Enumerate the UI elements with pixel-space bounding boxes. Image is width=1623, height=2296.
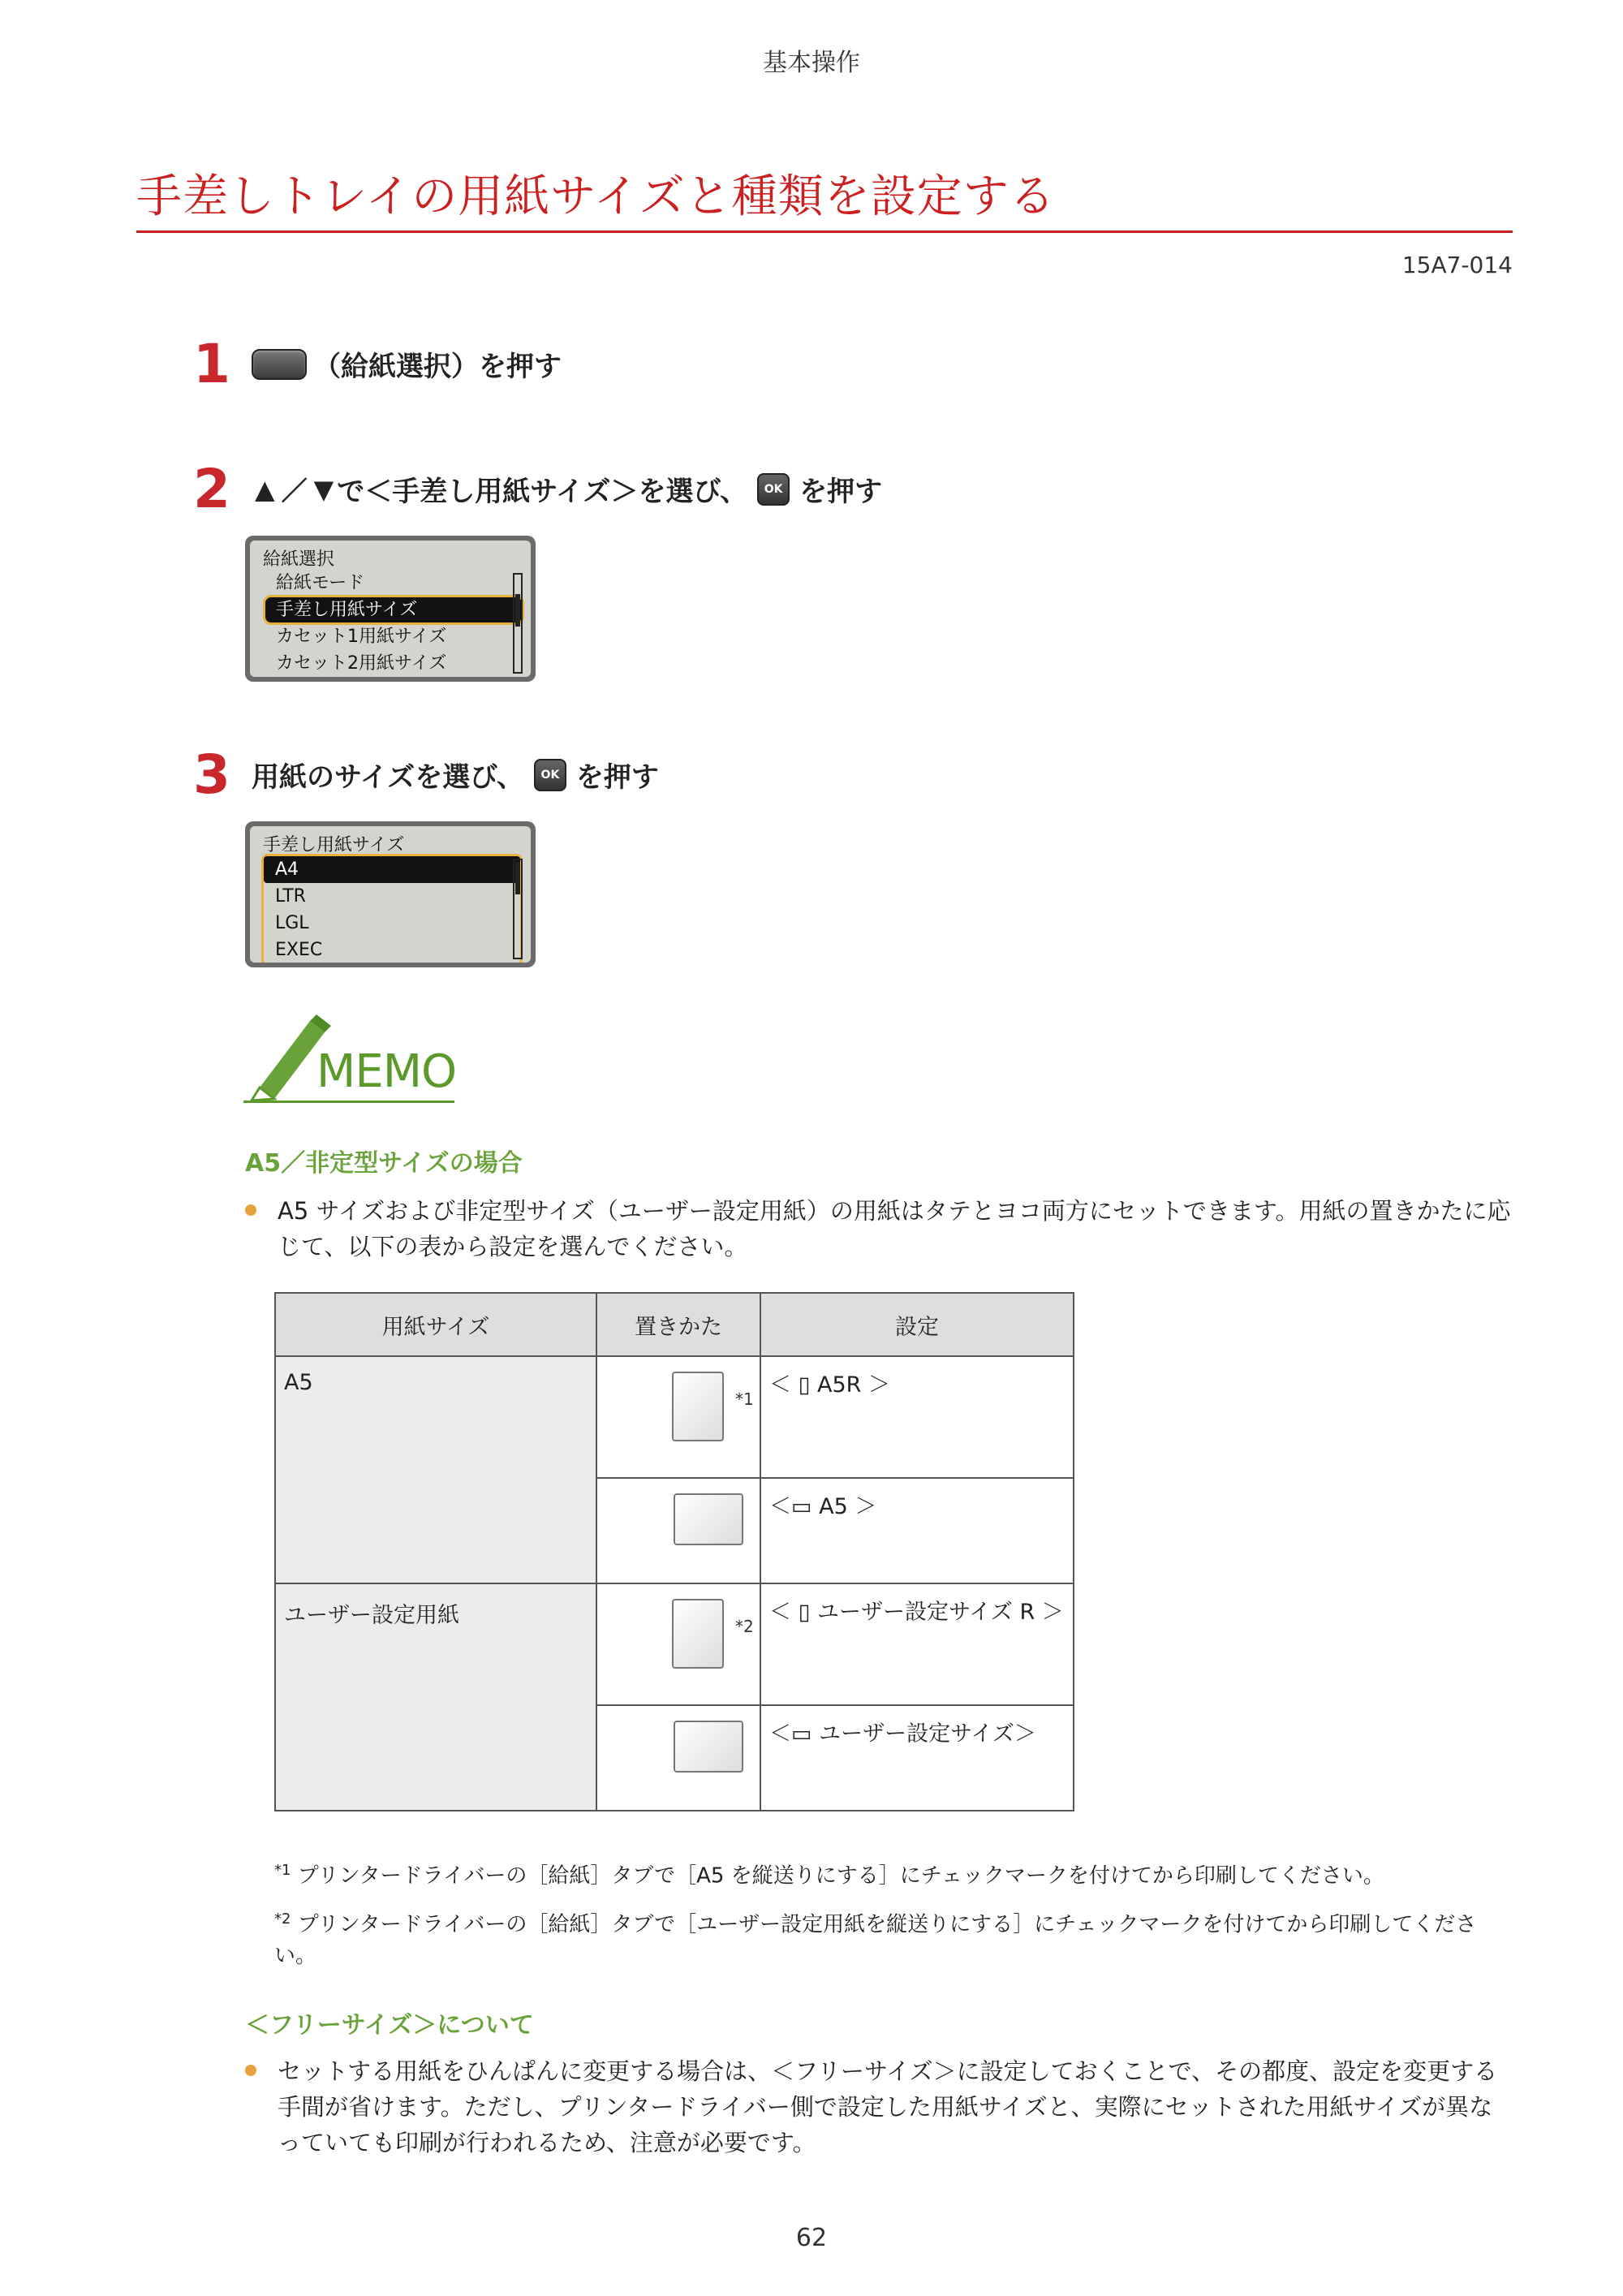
lcd-menu-item: カセット2用紙サイズ [276, 653, 447, 674]
lcd-scrollbar [513, 573, 523, 674]
landscape-paper-icon [674, 1721, 743, 1773]
lcd-screen-manual-paper-size [245, 821, 536, 967]
section-heading-free-size: ＜フリーサイズ＞について [245, 2011, 534, 2040]
bullet-dot-icon [245, 2065, 256, 2076]
footnote-1 [274, 1855, 1513, 1892]
footnote-text: プリンタードライバーの［給紙］タブで［A5 を縦送りにする］にチェックマークを付けてから印刷してください。 [297, 1863, 1384, 1889]
portrait-paper-icon [672, 1372, 724, 1441]
table-header: 設定 [760, 1293, 1074, 1356]
bullet-text: セットする用紙をひんぱんに変更する場合は、＜フリーサイズ＞に設定しておくことで、その都度、設定を変更する手間が省けます。ただし、プリンタードライバー側で設定した用紙サイズと、実際にセットされた用紙サイズが異なっていても印刷が行われるため、注意が必要です。 [278, 2057, 1498, 2156]
settings-table [274, 1292, 1074, 1811]
step-number: 2 [193, 458, 230, 520]
bullet-dot-icon [245, 1204, 256, 1216]
footnote-mark: *2 [735, 1617, 754, 1636]
footnote-mark: *1 [735, 1389, 754, 1409]
lcd-title: 手差し用紙サイズ [263, 835, 405, 855]
step-text-b: を押す [575, 761, 659, 794]
page-number: 62 [795, 2224, 828, 2252]
slash-separator: ／ [281, 475, 308, 506]
ok-key-icon: OK [534, 759, 566, 791]
page-title: 手差しトレイの用紙サイズと種類を設定する [136, 170, 1056, 223]
bullet-a5 [245, 1193, 1513, 1264]
up-arrow-icon: ▲ [255, 473, 275, 505]
step-text-a: 用紙のサイズを選び、 [252, 761, 524, 794]
table-cell-orientation [596, 1705, 760, 1811]
step-text: （給紙選択）を押す [313, 351, 562, 383]
lcd-menu-item: LTR [275, 886, 306, 907]
portrait-paper-icon [672, 1599, 724, 1669]
lcd-menu-item: EXEC [275, 940, 323, 960]
page-header: 基本操作 [763, 49, 860, 77]
step-2 [193, 458, 882, 520]
table-cell-orientation [596, 1583, 760, 1705]
table-cell-setting: ＜▭ A5 ＞ [760, 1478, 1074, 1583]
section-heading-a5: A5／非定型サイズの場合 [245, 1149, 523, 1178]
step-number: 3 [193, 743, 230, 806]
step-number: 1 [193, 333, 230, 395]
table-cell-orientation [596, 1478, 760, 1583]
table-row [275, 1583, 1074, 1705]
table-header-row [275, 1293, 1074, 1356]
title-rule [136, 230, 1513, 233]
lcd-menu-item: LGL [275, 913, 309, 933]
lcd-menu-item-selected: A4 [264, 856, 520, 883]
bullet-text: A5 サイズおよび非定型サイズ（ユーザー設定用紙）の用紙はタテとヨコ両方にセットできます。用紙の置きかたに応じて、以下の表から設定を選んでください。 [278, 1197, 1511, 1260]
footnote-2 [274, 1904, 1513, 1971]
landscape-paper-icon [674, 1493, 743, 1545]
paper-select-key-icon [252, 349, 307, 380]
lcd-screen-paper-select [245, 536, 536, 682]
step-text-a: で＜手差し用紙サイズ＞を選び、 [337, 476, 748, 508]
down-arrow-icon: ▼ [313, 473, 334, 505]
table-cell-setting: ＜ ▯ ユーザー設定サイズ R ＞ [760, 1583, 1074, 1705]
memo-label: MEMO [316, 1045, 457, 1098]
lcd-title: 給紙選択 [263, 549, 335, 570]
footnote-mark: *1 [274, 1862, 291, 1879]
document-id: 15A7-014 [1401, 252, 1513, 278]
lcd-menu-item: カセット1用紙サイズ [276, 627, 447, 647]
bullet-free-size [245, 2053, 1513, 2160]
memo-rule [243, 1101, 454, 1103]
ok-key-icon: OK [757, 473, 790, 506]
table-cell-size: A5 [275, 1356, 596, 1583]
footnote-text: プリンタードライバーの［給紙］タブで［ユーザー設定用紙を縦送りにする］にチェックマークを付けてから印刷してください。 [274, 1912, 1477, 1968]
table-cell-setting: ＜▭ ユーザー設定サイズ＞ [760, 1705, 1074, 1811]
footnote-mark: *2 [274, 1910, 291, 1928]
lcd-menu-item-selected: 手差し用紙サイズ [265, 597, 523, 623]
step-1 [193, 333, 562, 395]
step-text-b: を押す [799, 476, 883, 508]
lcd-menu-item: 給紙モード [276, 573, 365, 593]
lcd-menu-list [265, 570, 523, 677]
table-cell-setting: ＜ ▯ A5R ＞ [760, 1356, 1074, 1478]
lcd-menu-list [261, 854, 523, 963]
step-3 [193, 743, 659, 806]
table-header: 用紙サイズ [275, 1293, 596, 1356]
table-header: 置きかた [596, 1293, 760, 1356]
lcd-scrollbar [513, 859, 523, 959]
table-row [275, 1356, 1074, 1478]
table-cell-size: ユーザー設定用紙 [275, 1583, 596, 1811]
table-cell-orientation [596, 1356, 760, 1478]
